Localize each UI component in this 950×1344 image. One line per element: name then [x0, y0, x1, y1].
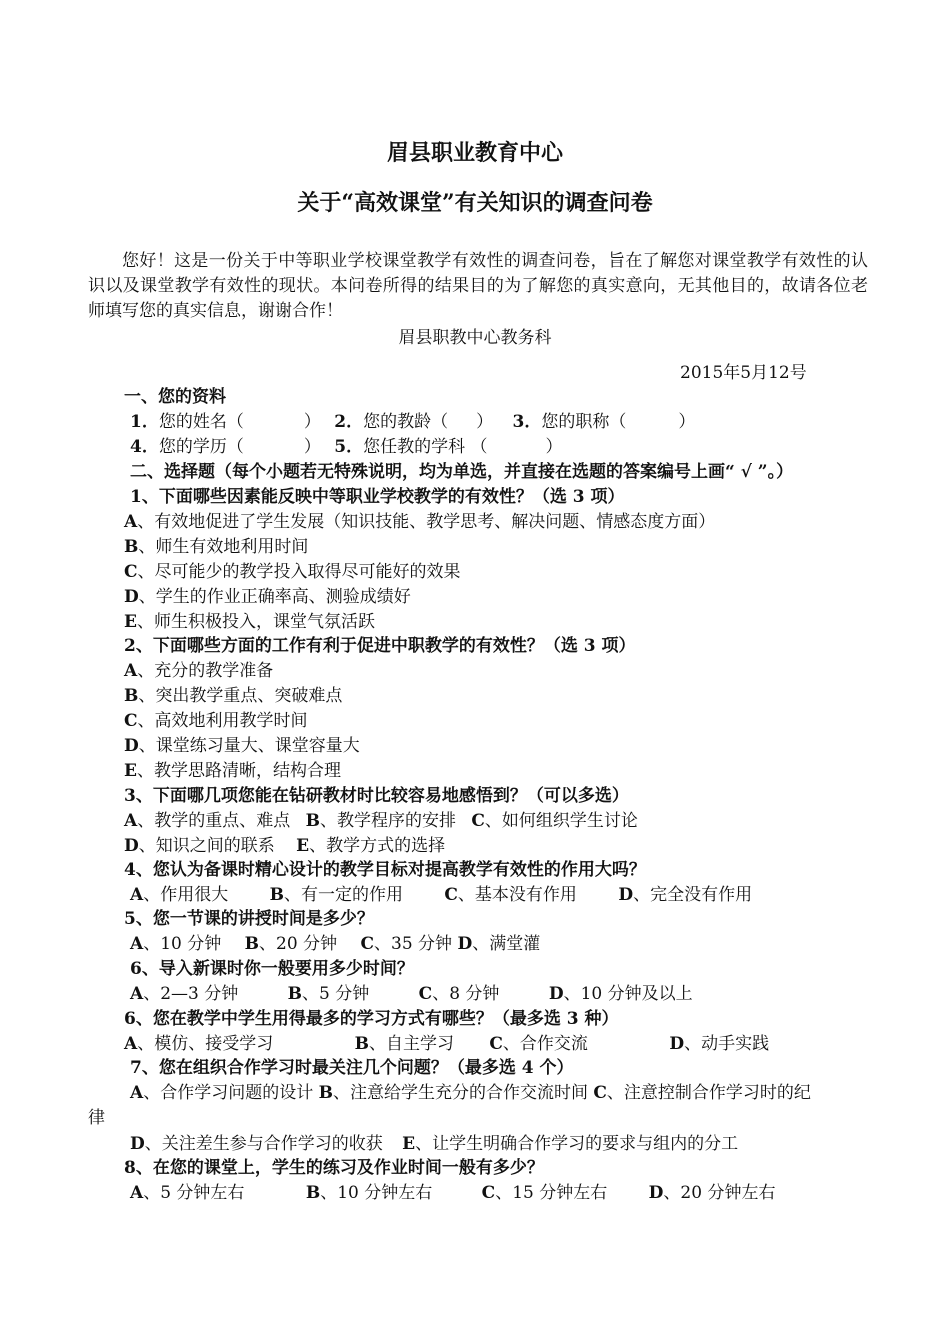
- q5-option-d[interactable]: D、满堂灌: [457, 934, 541, 954]
- q7-option-d[interactable]: D、关注差生参与合作学习的收获: [130, 1134, 383, 1154]
- q2-option-d[interactable]: D、课堂练习量大、课堂容量大: [124, 736, 360, 756]
- teaching-years-label: 您的教龄（: [363, 412, 449, 432]
- q2-option-a[interactable]: A、充分的教学准备: [124, 661, 274, 681]
- survey-title: 关于“高效课堂”有关知识的调查问卷: [297, 190, 653, 216]
- q3-option-d[interactable]: D、知识之间的联系: [124, 836, 275, 856]
- q4-option-b[interactable]: B、有一定的作用: [269, 885, 403, 905]
- q6b-option-b[interactable]: B、自主学习: [354, 1034, 454, 1054]
- info-row-1: [130, 411, 695, 433]
- q2-option-b[interactable]: B、突出教学重点、突破难点: [124, 686, 343, 706]
- bracket-close: ）: [476, 412, 494, 432]
- q3-option-e[interactable]: E、教学方式的选择: [296, 836, 446, 856]
- title-field-label: 您的职称（: [541, 412, 627, 432]
- q3-option-a[interactable]: A、教学的重点、难点: [124, 811, 291, 831]
- name-field-label: 您的姓名（: [158, 412, 244, 432]
- subject-label: 您任教的学科 （: [363, 437, 488, 457]
- question-8: 8、在您的课堂上，学生的练习及作业时间一般有多少？: [124, 1158, 544, 1178]
- q7-option-e[interactable]: E、让学生明确合作学习的要求与组内的分工: [402, 1134, 739, 1154]
- question-2: 2、下面哪些方面的工作有利于促进中职教学的有效性？（选 3 项）: [124, 636, 636, 656]
- q5-option-a[interactable]: A、10 分钟: [130, 934, 222, 954]
- q5-options: [130, 933, 540, 955]
- q6b-option-d[interactable]: D、动手实践: [669, 1034, 770, 1054]
- q7-options-row-1: [130, 1082, 811, 1104]
- q8-options: [130, 1182, 775, 1204]
- q8-option-c[interactable]: C、15 分钟左右: [481, 1183, 608, 1203]
- section2-heading: 二、选择题（每个小题若无特殊说明，均为单选，并直接在选题的答案编号上画“ √ ”。）: [130, 462, 794, 482]
- section1-heading: 一、您的资料: [124, 387, 226, 407]
- education-label: 您的学历（: [158, 437, 244, 457]
- q8-option-a[interactable]: A、5 分钟左右: [130, 1183, 245, 1203]
- q6b-option-c[interactable]: C、合作交流: [489, 1034, 588, 1054]
- q6b-option-a[interactable]: A、模仿、接受学习: [124, 1034, 274, 1054]
- q2-option-c[interactable]: C、高效地利用教学时间: [124, 711, 308, 731]
- q6b-options: [124, 1033, 769, 1055]
- bracket-close: ）: [303, 437, 321, 457]
- q2-option-e[interactable]: E、教学思路清晰，结构合理: [124, 761, 341, 781]
- q7-option-b[interactable]: B、注意给学生充分的合作交流时间: [318, 1083, 588, 1103]
- question-1: 1、下面哪些因素能反映中等职业学校教学的有效性？（选 3 项）: [130, 487, 625, 507]
- q1-option-a[interactable]: A、有效地促进了学生发展（知识技能、教学思考、解决问题、情感态度方面）: [124, 512, 716, 532]
- q3-options-row-2: [124, 835, 445, 857]
- bracket-close: ）: [545, 437, 563, 457]
- q1-option-e[interactable]: E、师生积极投入，课堂气氛活跃: [124, 612, 375, 632]
- question-3: 3、下面哪几项您能在钻研教材时比较容易地感悟到？（可以多选）: [124, 786, 629, 806]
- q5-option-c[interactable]: C、35 分钟: [360, 934, 453, 954]
- date: 2015年5月12号: [680, 363, 807, 383]
- question-6: 6、导入新课时你一般要用多少时间？: [130, 959, 414, 979]
- q3-options-row-1: [124, 810, 638, 832]
- q4-option-c[interactable]: C、基本没有作用: [444, 885, 577, 905]
- info-row-2: [130, 436, 563, 458]
- q3-option-b[interactable]: B、教学程序的安排: [305, 811, 456, 831]
- q6-option-b[interactable]: B、5 分钟: [287, 984, 370, 1004]
- bracket-close: ）: [303, 412, 321, 432]
- q7-option-c-wrap: 律: [88, 1108, 105, 1128]
- field-number: 2．: [334, 412, 364, 432]
- q7-option-a[interactable]: A、合作学习问题的设计: [130, 1083, 314, 1103]
- intro-paragraph: 您好！这是一份关于中等职业学校课堂教学有效性的调查问卷，旨在了解您对课堂教学有效性的认识以及课堂教学有效性的现状。本问卷所得的结果目的为了解您的真实意向，无其他目的，故请各位老师填写您的真实信息，谢谢合作！: [88, 251, 868, 321]
- q3-option-c[interactable]: C、如何组织学生讨论: [471, 811, 638, 831]
- q7-options-row-2: [130, 1133, 738, 1155]
- bracket-close: ）: [678, 412, 696, 432]
- field-number: 1．: [130, 412, 159, 432]
- field-number: 3．: [512, 412, 542, 432]
- question-4: 4、您认为备课时精心设计的教学目标对提高教学有效性的作用大吗？: [124, 860, 646, 880]
- q1-option-b[interactable]: B、师生有效地利用时间: [124, 537, 309, 557]
- field-number: 4．: [130, 437, 159, 457]
- question-6-learning-style: 6、您在教学中学生用得最多的学习方式有哪些？（最多选 3 种）: [124, 1009, 619, 1029]
- q5-option-b[interactable]: B、20 分钟: [244, 934, 338, 954]
- q7-option-c[interactable]: C、注意控制合作学习时的纪: [593, 1083, 811, 1103]
- signature: 眉县职教中心教务科: [398, 328, 552, 348]
- q1-option-d[interactable]: D、学生的作业正确率高、测验成绩好: [124, 587, 411, 607]
- q4-option-d[interactable]: D、完全没有作用: [618, 885, 753, 905]
- q4-option-a[interactable]: A、作用很大: [130, 885, 229, 905]
- question-7: 7、您在组织合作学习时最关注几个问题？（最多选 4 个）: [130, 1058, 574, 1078]
- q6-option-d[interactable]: D、10 分钟及以上: [548, 984, 693, 1004]
- q4-options: [130, 884, 752, 906]
- question-5: 5、您一节课的讲授时间是多少？: [124, 909, 374, 929]
- q1-option-c[interactable]: C、尽可能少的教学投入取得尽可能好的效果: [124, 562, 461, 582]
- q6-options: [130, 983, 693, 1005]
- q6-option-a[interactable]: A、2—3 分钟: [130, 984, 239, 1004]
- org-title: 眉县职业教育中心: [386, 140, 563, 166]
- q6-option-c[interactable]: C、8 分钟: [418, 984, 500, 1004]
- q8-option-b[interactable]: B、10 分钟左右: [305, 1183, 433, 1203]
- q8-option-d[interactable]: D、20 分钟左右: [648, 1183, 776, 1203]
- field-number: 5．: [334, 437, 364, 457]
